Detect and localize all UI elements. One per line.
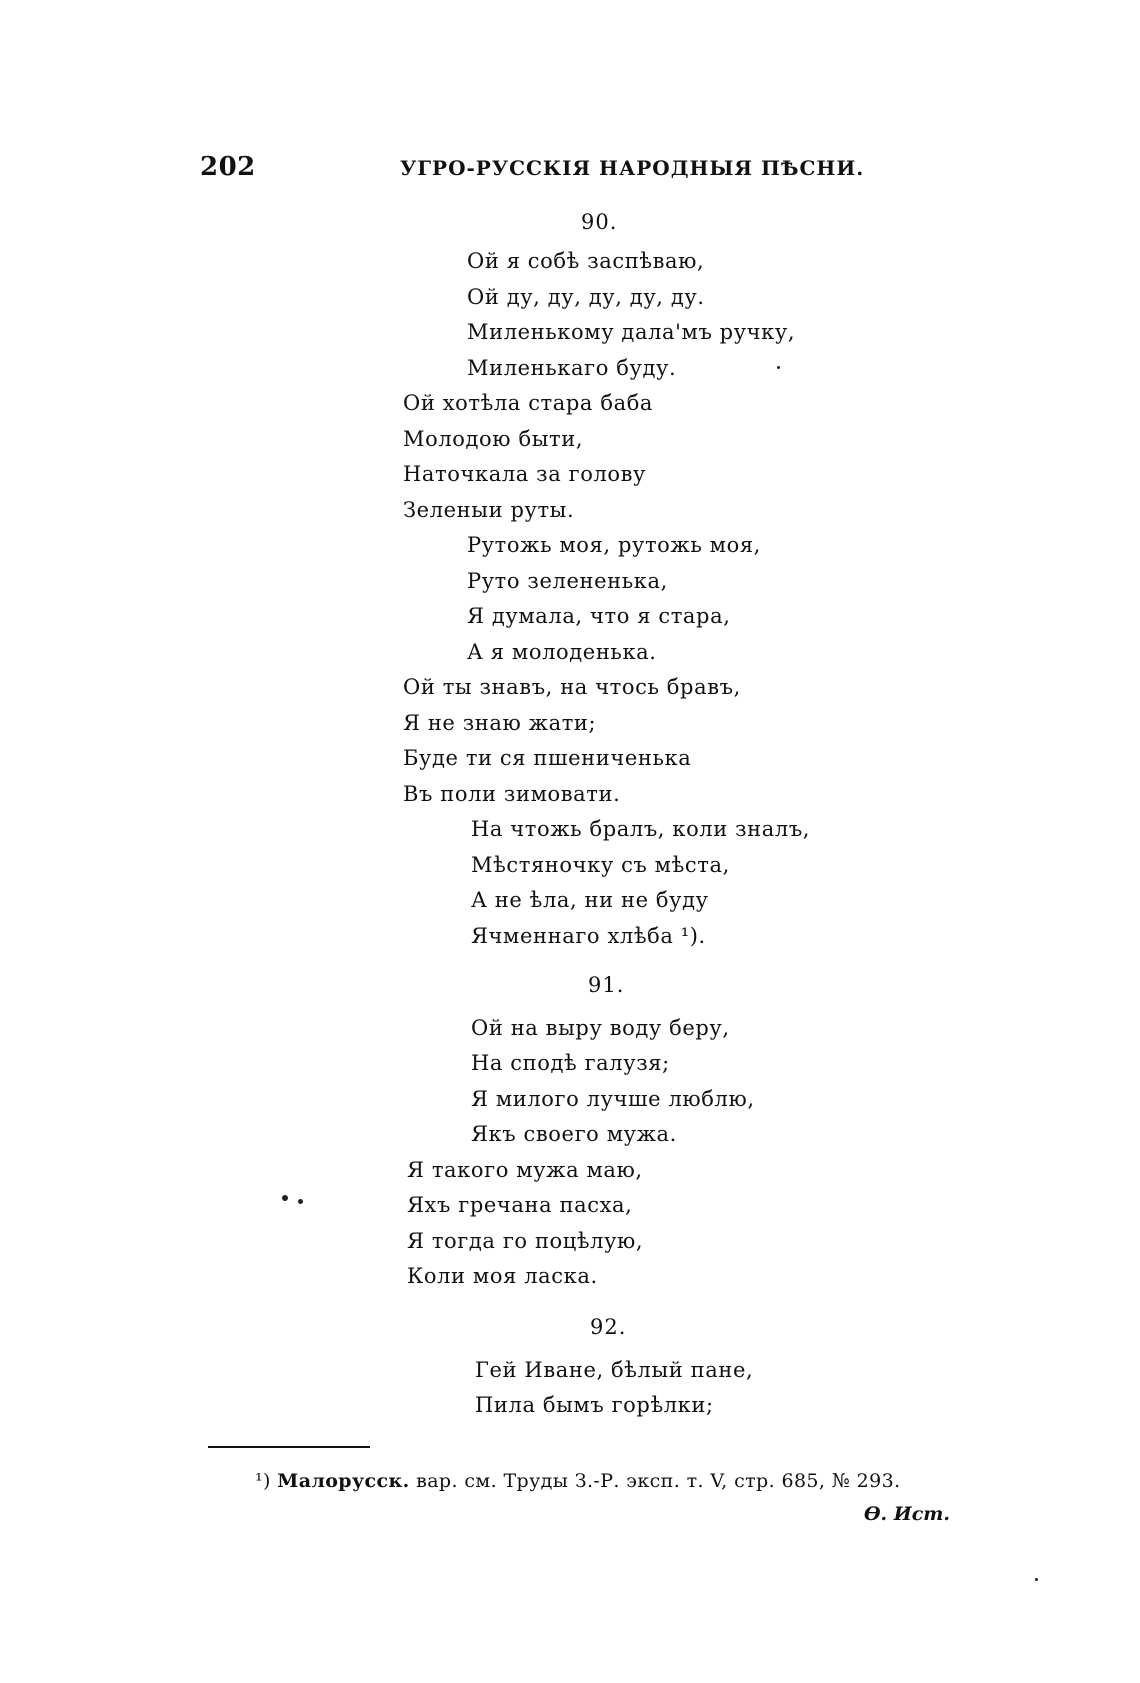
footnote-rule — [208, 1446, 370, 1448]
verse-line: Я милого лучше люблю, — [471, 1087, 755, 1111]
verse-line: Гей Иване, бѣлый пане, — [475, 1358, 754, 1382]
footnote-marker: ¹) — [255, 1470, 271, 1492]
verse-line: Зеленыи руты. — [403, 498, 575, 522]
verse-line: Ячменнаго хлѣба ¹). — [471, 924, 706, 948]
footnote-abbreviation: Малорусск. — [277, 1470, 410, 1492]
verse-line: Ой ты знавъ, на чтось бравъ, — [403, 675, 741, 699]
verse-line: А не ѣла, ни не буду — [471, 888, 709, 912]
song-number-90: 90. — [581, 210, 618, 234]
verse-line: Рутожь моя, рутожь моя, — [467, 533, 761, 557]
verse-line: Миленькаго буду. — [467, 356, 677, 380]
verse-line: Миленькому дала'мъ ручку, — [467, 320, 796, 344]
verse-line: Коли моя ласка. — [407, 1264, 598, 1288]
verse-line: Буде ти ся пшениченька — [403, 746, 692, 770]
verse-line: Я тогда го поцѣлую, — [407, 1229, 644, 1253]
verse-line: Яхъ гречана пасха, — [407, 1193, 633, 1217]
scan-speck — [282, 1195, 288, 1201]
verse-line: Я не знаю жати; — [403, 711, 597, 735]
verse-line: Ой на выру воду беру, — [471, 1016, 730, 1040]
verse-line: А я молоденька. — [467, 640, 657, 664]
scan-speck — [298, 1199, 303, 1204]
scan-speck — [777, 366, 780, 369]
verse-line: Ой хотѣла стара баба — [403, 391, 654, 415]
song-number-91: 91. — [588, 973, 625, 997]
verse-line: Пила бымъ горѣлки; — [475, 1393, 714, 1417]
footnote — [255, 1470, 901, 1492]
verse-line: Молодою быти, — [403, 427, 584, 451]
verse-line: Наточкала за голову — [403, 462, 647, 486]
scan-speck — [1035, 1578, 1038, 1581]
verse-line: Якъ своего мужа. — [471, 1122, 677, 1146]
page-number: 202 — [200, 152, 256, 182]
verse-line: На чтожь бралъ, коли зналъ, — [471, 817, 811, 841]
footnote-text: вар. см. Труды З.-Р. эксп. т. V, стр. 685, № 293. — [416, 1470, 901, 1492]
verse-line: Руто зелененька, — [467, 569, 668, 593]
running-title: УГРО-РУССКІЯ НАРОДНЫЯ ПѢСНИ. — [400, 156, 865, 180]
verse-line: Мѣстяночку съ мѣста, — [471, 853, 730, 877]
verse-line: На сподѣ галузя; — [471, 1051, 670, 1075]
song-number-92: 92. — [590, 1315, 627, 1339]
verse-line: Ой ду, ду, ду, ду, ду. — [467, 285, 705, 309]
verse-line: Я такого мужа маю, — [407, 1158, 643, 1182]
footnote-signature: Ѳ. Ист. — [864, 1503, 951, 1525]
verse-line: Ой я собѣ заспѣваю, — [467, 249, 705, 273]
verse-line: Въ поли зимовати. — [403, 782, 621, 806]
verse-line: Я думала, что я стара, — [467, 604, 731, 628]
